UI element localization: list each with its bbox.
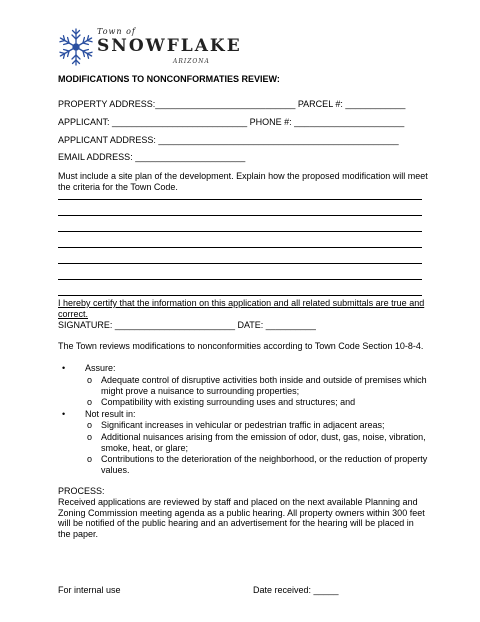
property-address-field[interactable]: PROPERTY ADDRESS:____________________________ PARCEL #: ____________ xyxy=(58,99,406,109)
list-item: Compatibility with existing surrounding uses and structures; and xyxy=(101,397,356,407)
list-item: Contributions to the deterioration of the neighborhood, or the reduction of property values. xyxy=(101,454,428,475)
date-received-field[interactable]: Date received: _____ xyxy=(253,585,339,595)
explanation-line-7[interactable] xyxy=(58,295,422,296)
town-logo xyxy=(55,26,242,76)
explanation-line-5[interactable] xyxy=(58,263,422,264)
internal-use-label: For internal use xyxy=(58,585,121,595)
explanation-line-1[interactable] xyxy=(58,199,422,200)
not-result-label: Not result in: xyxy=(85,409,136,419)
explanation-line-3[interactable] xyxy=(58,231,422,232)
applicant-address-field[interactable]: APPLICANT ADDRESS: ________________________________________________ xyxy=(58,135,399,145)
explanation-line-2[interactable] xyxy=(58,215,422,216)
bullet-dot: • xyxy=(62,363,66,373)
list-item: Additional nuisances arising from the emission of odor, dust, gas, noise, vibration, smoke, heat, or glare; xyxy=(101,432,426,453)
process-text: Received applications are reviewed by staff and placed on the next available Planning and Zoning Commission meeting agenda as a public hearing. All property owners within 300 feet will be notified of the public hearing and an advertisement for the hearing will be placed in the paper. xyxy=(58,497,425,539)
logo-town-of: Town of xyxy=(97,27,136,36)
form-title: MODIFICATIONS TO NONCONFORMATIES REVIEW: xyxy=(58,74,280,84)
applicant-field[interactable]: APPLICANT: ___________________________ PHONE #: ______________________ xyxy=(58,117,405,127)
logo-state: ARIZONA xyxy=(173,58,210,65)
process-label: PROCESS: xyxy=(58,486,105,496)
certification-statement: I hereby certify that the information on this application and all related submittals are true and correct. xyxy=(58,298,425,319)
logo-town-name: SNOWFLAKE xyxy=(97,36,242,56)
sub-bullet: o xyxy=(87,420,93,430)
sub-bullet: o xyxy=(87,454,93,464)
list-item: Significant increases in vehicular or pedestrian traffic in adjacent areas; xyxy=(101,420,385,430)
assure-label: Assure: xyxy=(85,363,116,373)
sub-bullet: o xyxy=(87,397,93,407)
bullet-dot: • xyxy=(62,409,66,419)
site-plan-instructions: Must include a site plan of the development. Explain how the proposed modification will meet the criteria for the Town Code. xyxy=(58,171,428,192)
review-intro: The Town reviews modifications to nonconformities according to Town Code Section 10-8-4. xyxy=(58,341,424,351)
sub-bullet: o xyxy=(87,432,93,442)
snowflake-icon xyxy=(55,26,97,68)
explanation-line-6[interactable] xyxy=(58,279,422,280)
sub-bullet: o xyxy=(87,375,93,385)
signature-date-field[interactable]: SIGNATURE: ________________________ DATE: __________ xyxy=(58,320,316,330)
list-item: Adequate control of disruptive activities both inside and outside of premises which might prove a nuisance to surrounding properties; xyxy=(101,375,427,396)
explanation-line-4[interactable] xyxy=(58,247,422,248)
email-address-field[interactable]: EMAIL ADDRESS: ______________________ xyxy=(58,152,246,162)
